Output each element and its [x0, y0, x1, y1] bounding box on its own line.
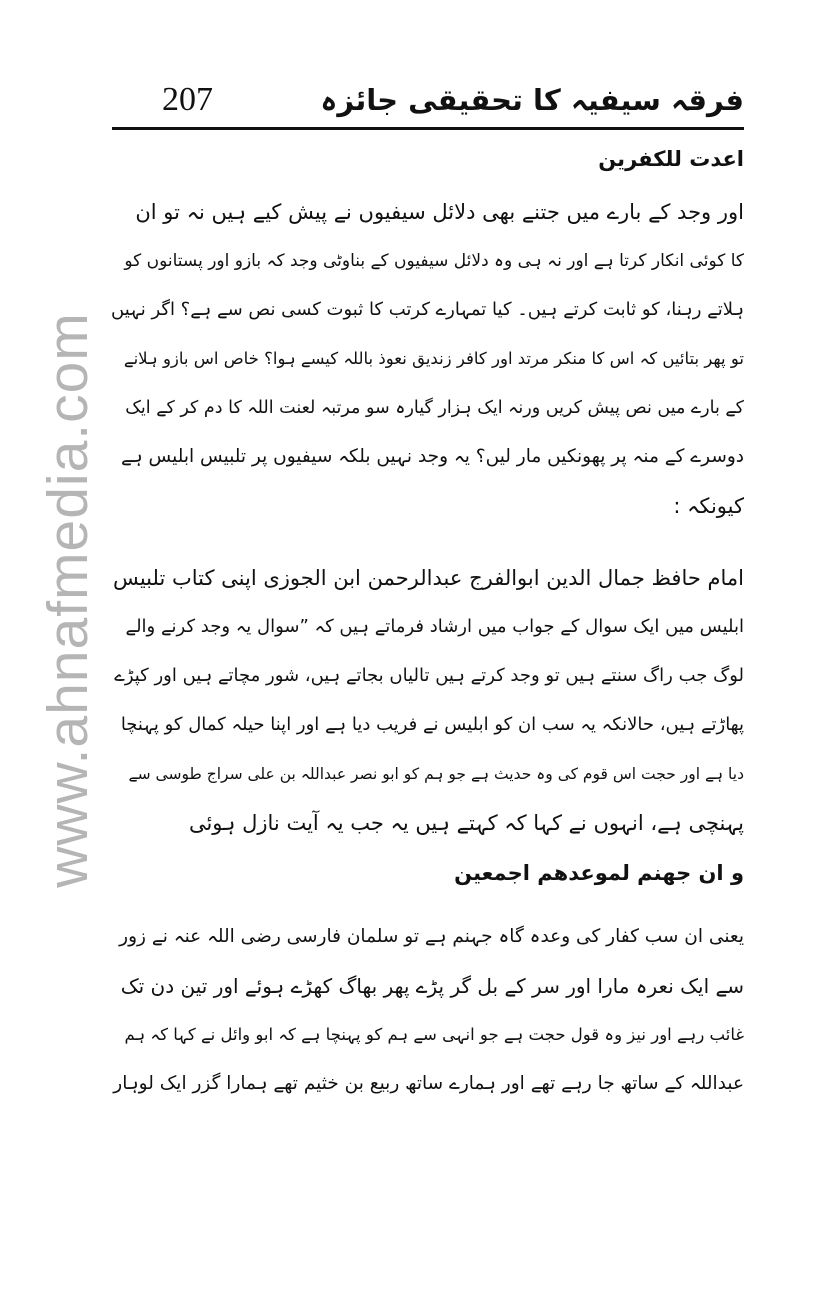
paragraph-line: کا کوئی انکار کرتا ہے اور نہ ہی وہ دلائل سیفیوں کے بناوٹی وجد کہ بازو اور پستانوں کو — [124, 251, 744, 271]
paragraph-line: غائب رہے اور نیز وہ قول حجت ہے جو انہی سے ہم کو پہنچا ہے کہ ابو وائل نے کہا کہ ہم — [124, 1025, 744, 1044]
verse-line: و ان جھنم لموعدھم اجمعین — [454, 861, 744, 885]
paragraph-line: اور وجد کے بارے میں جتنے بھی دلائل سیفیوں نے پیش کیے ہیں نہ تو ان — [135, 200, 744, 224]
book-title: فرقہ سیفیہ کا تحقیقی جائزہ — [320, 83, 744, 117]
paragraph-line: کیونکہ : — [673, 494, 744, 518]
verse-line: اعدت للکفرین — [598, 147, 744, 171]
paragraph-line: پھاڑتے ہیں، حالانکہ یہ سب ان کو ابلیس نے فریب دیا ہے اور اپنا حیلہ کمال کو پہنچا — [120, 714, 744, 735]
paragraph-line: دوسرے کے منہ پر پھونکیں مار لیں؟ یہ وجد نہیں بلکہ سیفیوں پر تلبیس ابلیس ہے — [121, 446, 744, 467]
watermark-text: www.ahnafmedia.com — [36, 312, 100, 888]
paragraph-line: سے ایک نعرہ مارا اور سر کے بل گر پڑے پھر بھاگ کھڑے ہوئے اور تین دن تک — [120, 974, 744, 998]
page-header — [112, 78, 744, 128]
paragraph-line: کے بارے میں نص پیش کریں ورنہ ایک ہزار گیارہ سو مرتبہ لعنت اللہ کا دم کر کے ایک — [125, 398, 744, 418]
paragraph-line: لوگ جب راگ سنتے ہیں تو وجد کرتے ہیں تالیاں بجاتے ہیں، شور مچاتے ہیں اور کپڑے — [114, 665, 744, 686]
paragraph-line: تو پھر بتائیں کہ اس کا منکر مرتد اور کافر زندیق نعوذ باللہ کیسے ہوا؟ خاص اس بازو ہلانے — [123, 349, 744, 368]
page-number: 207 — [162, 81, 213, 118]
paragraph-line: دیا ہے اور حجت اس قوم کی وہ حدیث ہے جو ہم کو ابو نصر عبداللہ بن علی سراج طوسی سے — [128, 765, 744, 783]
paragraph-line: عبداللہ کے ساتھ جا رہے تھے اور ہمارے ساتھ ربیع بن خثیم تھے ہمارا گزر ایک لوہار — [113, 1073, 744, 1094]
header-divider — [112, 127, 744, 130]
paragraph-line: امام حافظ جمال الدین ابوالفرج عبدالرحمن ابن الجوزی اپنی کتاب تلبیس — [113, 566, 744, 590]
paragraph-line: ہلاتے رہنا، کو ثابت کرتے ہیں۔ کیا تمہارے کرتب کا ثبوت کسی نص سے ہے؟ اگر نہیں — [111, 299, 744, 320]
paragraph-line: پہنچی ہے، انہوں نے کہا کہ کہتے ہیں یہ جب یہ آیت نازل ہوئی — [188, 811, 744, 835]
paragraph-line: یعنی ان سب کفار کی وعدہ گاہ جہنم ہے تو سلمان فارسی رضی اللہ عنہ نے زور — [119, 926, 744, 947]
paragraph-line: ابلیس میں ایک سوال کے جواب میں ارشاد فرماتے ہیں کہ ”سوال یہ وجد کرنے والے — [125, 616, 744, 637]
